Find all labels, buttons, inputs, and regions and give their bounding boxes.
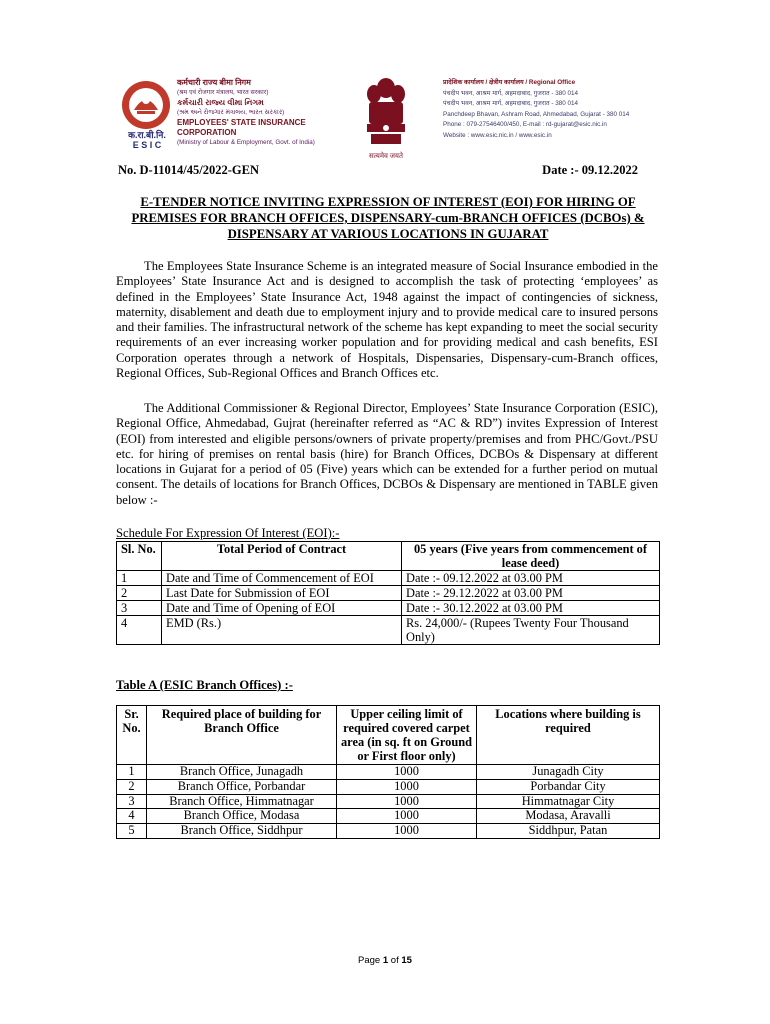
- cell: Last Date for Submission of EOI: [162, 586, 402, 601]
- logo-caption: [117, 130, 177, 150]
- table-row: [117, 601, 660, 616]
- page-footer: [0, 955, 770, 966]
- cell: Rs. 24,000/- (Rupees Twenty Four Thousand Only): [402, 616, 660, 645]
- cell: 4: [117, 809, 147, 824]
- cell: 2: [117, 586, 162, 601]
- invitation-paragraph-text: The Additional Commissioner & Regional Director, Employees’ State Insurance Corporation (ESIC), Regional Office, Ahmedabad, Gujrat (hereinafter referred as “AC & RD”) invites Expression of Interest (EOI) from interested and eligible persons/owners of private property/premises and from PHC/Govt./PSU etc. for hiring of premises on rental basis (hire) for Branch Offices, DCBOs & Dispensary at different locations in Gujarat for a period of 05 (Five) years which can be extended for a further period on mutual consent. The details of locations for Branch Offices, DCBOs & Dispensary are mentioned in TABLE given below :-: [116, 401, 658, 507]
- intro-paragraph: [116, 259, 658, 381]
- cell: 1000: [337, 765, 477, 780]
- table-a-header-row: [117, 706, 660, 765]
- org-name-english: EMPLOYEES' STATE INSURANCE CORPORATION: [177, 118, 306, 137]
- invitation-paragraph: [116, 401, 658, 508]
- page-prefix: Page: [358, 955, 381, 966]
- cell: EMD (Rs.): [162, 616, 402, 645]
- table-a-header-srno: Sr. No.: [117, 706, 147, 765]
- letterhead-left-block: [177, 78, 367, 148]
- cell: Branch Office, Porbandar: [147, 779, 337, 794]
- cell: Date and Time of Commencement of EOI: [162, 571, 402, 586]
- letterhead-right-block: [443, 78, 665, 141]
- address-gujarati: पंचदीप भवन, आश्रम मार्ग, अहमदाबाद, गुजरात - 380 014: [443, 100, 578, 107]
- contact-line: Phone : 079-27546400/450, E-mail : rd-gujarat@esic.nic.in: [443, 121, 607, 128]
- table-a-header-location: Locations where building is required: [477, 706, 660, 765]
- cell: 4: [117, 616, 162, 645]
- letterhead: [115, 72, 660, 167]
- page-number: 1: [382, 955, 389, 966]
- cell: 3: [117, 794, 147, 809]
- cell: Siddhpur, Patan: [477, 824, 660, 839]
- schedule-header-slno: Sl. No.: [117, 542, 162, 571]
- table-row: [117, 794, 660, 809]
- document-date: Date :- 09.12.2022: [542, 163, 638, 177]
- table-row: [117, 586, 660, 601]
- ministry-english: (Ministry of Labour & Employment, Govt. of India): [177, 139, 315, 146]
- table-row: [117, 809, 660, 824]
- logo-caption-hindi: क.रा.बी.नि.: [128, 130, 166, 140]
- schedule-table: [116, 541, 660, 645]
- regional-office-title: प्रादेशिक कार्यालय / क्षेत्रीय कार्यालय / Regional Office: [443, 79, 576, 86]
- cell: 1000: [337, 824, 477, 839]
- org-name-hindi: कर्मचारी राज्य बीमा निगम: [177, 78, 251, 87]
- cell: 1000: [337, 794, 477, 809]
- ministry-gujarati: (શ્રમ અને રોજગાર મંત્રાલય, ભારત સરકાર): [177, 109, 285, 116]
- cell: Branch Office, Junagadh: [147, 765, 337, 780]
- cell: 1000: [337, 809, 477, 824]
- table-row: [117, 571, 660, 586]
- cell: 1000: [337, 779, 477, 794]
- logo-caption-english: E S I C: [132, 140, 162, 150]
- cell: 1: [117, 571, 162, 586]
- table-row: [117, 779, 660, 794]
- cell: 3: [117, 601, 162, 616]
- reference-number: No. D-11014/45/2022-GEN: [118, 163, 259, 177]
- page-total: 15: [401, 955, 412, 966]
- emblem-caption: सत्यमेव जयते: [369, 152, 403, 160]
- reference-row: [118, 163, 638, 178]
- national-emblem-icon: [363, 72, 409, 154]
- cell: Porbandar City: [477, 779, 660, 794]
- intro-paragraph-text: The Employees State Insurance Scheme is an integrated measure of Social Insurance embodied in the Employees’ State Insurance Act and is designed to accomplish the task of protecting ‘employees’ as defined in the Employees’ State Insurance Act, 1948 against the impact of contingencies of sickness, maternity, disablement and death due to employment injury and to provide medical care to insured persons and their families. The infrastructural network of the scheme has kept expanding to meet the social security requirements of an ever increasing worker population and for providing medical and cash benefits, ESI Corporation operates through a network of Hospitals, Dispensaries, Dispensary-cum-Branch offices, Regional Offices, Sub-Regional Offices and Branch Offices etc.: [116, 259, 658, 381]
- cell: 1: [117, 765, 147, 780]
- cell: 2: [117, 779, 147, 794]
- cell: Junagadh City: [477, 765, 660, 780]
- page-of: of: [390, 955, 399, 966]
- cell: Date :- 29.12.2022 at 03.00 PM: [402, 586, 660, 601]
- cell: Branch Office, Modasa: [147, 809, 337, 824]
- cell: Date :- 09.12.2022 at 03.00 PM: [402, 571, 660, 586]
- cell: 5: [117, 824, 147, 839]
- schedule-header-row: [117, 542, 660, 571]
- schedule-header-duration: 05 years (Five years from commencement of lease deed): [402, 542, 660, 571]
- cell: Himmatnagar City: [477, 794, 660, 809]
- schedule-label: Schedule For Expression Of Interest (EOI):-: [116, 526, 340, 540]
- subject-heading: E-TENDER NOTICE INVITING EXPRESSION OF INTEREST (EOI) FOR HIRING OF PREMISES FOR BRANCH OFFICES, DISPENSARY-cum-BRANCH OFFICES (DCBOs) & DISPENSARY AT VARIOUS LOCATIONS IN GUJARAT: [131, 195, 645, 241]
- org-name-gujarati: કર્મચારી રાજ્ય વીમા નિગમ: [177, 98, 264, 107]
- cell: Modasa, Aravalli: [477, 809, 660, 824]
- cell: Date and Time of Opening of EOI: [162, 601, 402, 616]
- table-a-header-area: Upper ceiling limit of required covered carpet area (in sq. ft on Ground or First floor only): [337, 706, 477, 765]
- website-line: Website : www.esic.nic.in / www.esic.in: [443, 131, 552, 139]
- address-hindi: पंचदीप भवन, आश्रम मार्ग, अहमदाबाद, गुजरात - 380 014: [443, 89, 578, 97]
- cell: Branch Office, Siddhpur: [147, 824, 337, 839]
- branch-offices-table: [116, 705, 660, 839]
- address-english: Panchdeep Bhavan, Ashram Road, Ahmedabad, Gujarat - 380 014: [443, 110, 630, 118]
- ministry-hindi: (श्रम एवं रोजगार मंत्रालय, भारत सरकार): [177, 89, 269, 96]
- cell: Branch Office, Himmatnagar: [147, 794, 337, 809]
- table-row: [117, 616, 660, 645]
- table-row: [117, 824, 660, 839]
- table-a-label: Table A (ESIC Branch Offices) :-: [116, 678, 293, 692]
- schedule-header-period: Total Period of Contract: [162, 542, 402, 571]
- table-a-header-place: Required place of building for Branch Office: [147, 706, 337, 765]
- cell: Date :- 30.12.2022 at 03.00 PM: [402, 601, 660, 616]
- table-row: [117, 765, 660, 780]
